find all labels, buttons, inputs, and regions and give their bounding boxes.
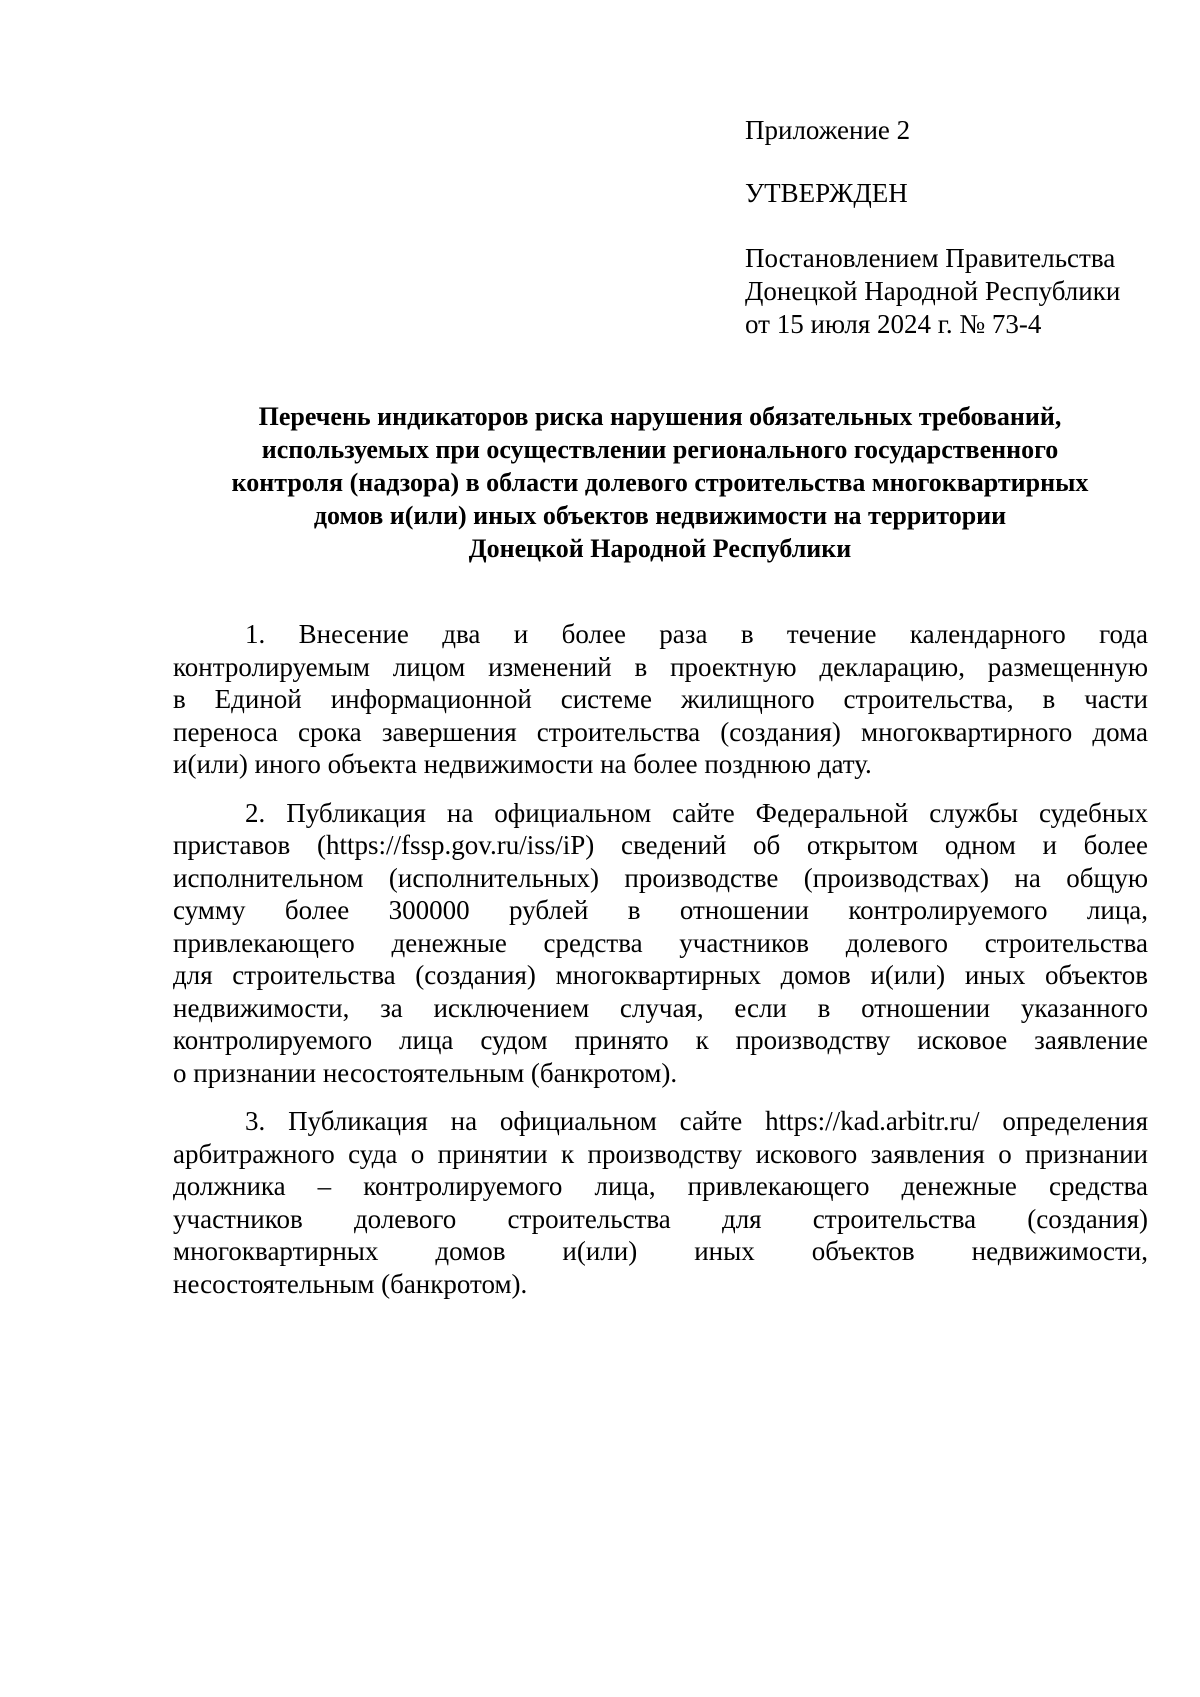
decree-line: Донецкой Народной Республики — [745, 276, 1121, 306]
paragraph-line: контролируемым лицом изменений в проектную декларацию, размещенную — [173, 651, 1148, 682]
paragraph-line: приставов (https://fssp.gov.ru/iss/iP) сведений об открытом одном и более — [173, 830, 1148, 860]
paragraph-line: контролируемого лица судом принято к производству исковое заявление — [173, 1025, 1148, 1055]
approval-block — [745, 114, 1175, 341]
paragraph-line: исполнительном (исполнительных) производстве (производствах) на общую — [173, 862, 1148, 893]
paragraph-line: сумму более 300000 рублей в отношении контролируемого лица, — [173, 895, 1148, 925]
appendix-label: Приложение 2 — [745, 115, 911, 145]
paragraph-line: многоквартирных домов и(или) иных объектов недвижимости, — [173, 1236, 1148, 1266]
decree-line: Постановлением Правительства — [745, 243, 1116, 273]
decree-line: от 15 июля 2024 г. № 73-4 — [745, 309, 1042, 339]
paragraph-line: о признании несостоятельным (банкротом). — [173, 1057, 678, 1088]
title-line: Перечень индикаторов риска нарушения обязательных требований, — [258, 402, 1062, 431]
list-item — [173, 618, 1148, 781]
approved-label: УТВЕРЖДЕН — [745, 178, 908, 208]
paragraph-line: переноса срока завершения строительства (создания) многоквартирного дома — [173, 716, 1148, 747]
paragraph-line: недвижимости, за исключением случая, если в отношении указанного — [173, 992, 1148, 1023]
title-line: домов и(или) иных объектов недвижимости на территории — [313, 501, 1007, 530]
paragraph-line: для строительства (создания) многоквартирных домов и(или) иных объектов — [173, 960, 1148, 990]
paragraph-line: 2. Публикация на официальном сайте Федеральной службы судебных — [245, 797, 1148, 828]
paragraph-line: в Единой информационной системе жилищного строительства, в части — [173, 684, 1148, 714]
paragraph-line: 3. Публикация на официальном сайте https://kad.arbitr.ru/ определения — [245, 1106, 1148, 1136]
document-title — [170, 400, 1150, 565]
title-line: контроля (надзора) в области долевого строительства многоквартирных — [231, 468, 1089, 497]
list-item — [173, 1105, 1148, 1300]
title-line: Донецкой Народной Республики — [468, 534, 852, 563]
paragraph-line: должника – контролируемого лица, привлекающего денежные средства — [173, 1171, 1148, 1201]
document-body — [173, 618, 1148, 1316]
list-item — [173, 797, 1148, 1090]
paragraph-line: 1. Внесение два и более раза в течение календарного года — [245, 619, 1148, 649]
title-line: используемых при осуществлении регионального государственного — [261, 435, 1059, 464]
paragraph-line: несостоятельным (банкротом). — [173, 1268, 528, 1299]
paragraph-line: участников долевого строительства для строительства (создания) — [173, 1203, 1148, 1234]
paragraph-line: и(или) иного объекта недвижимости на более позднюю дату. — [173, 749, 872, 779]
paragraph-line: арбитражного суда о принятии к производству искового заявления о признании — [173, 1138, 1148, 1169]
paragraph-line: привлекающего денежные средства участников долевого строительства — [173, 927, 1148, 958]
